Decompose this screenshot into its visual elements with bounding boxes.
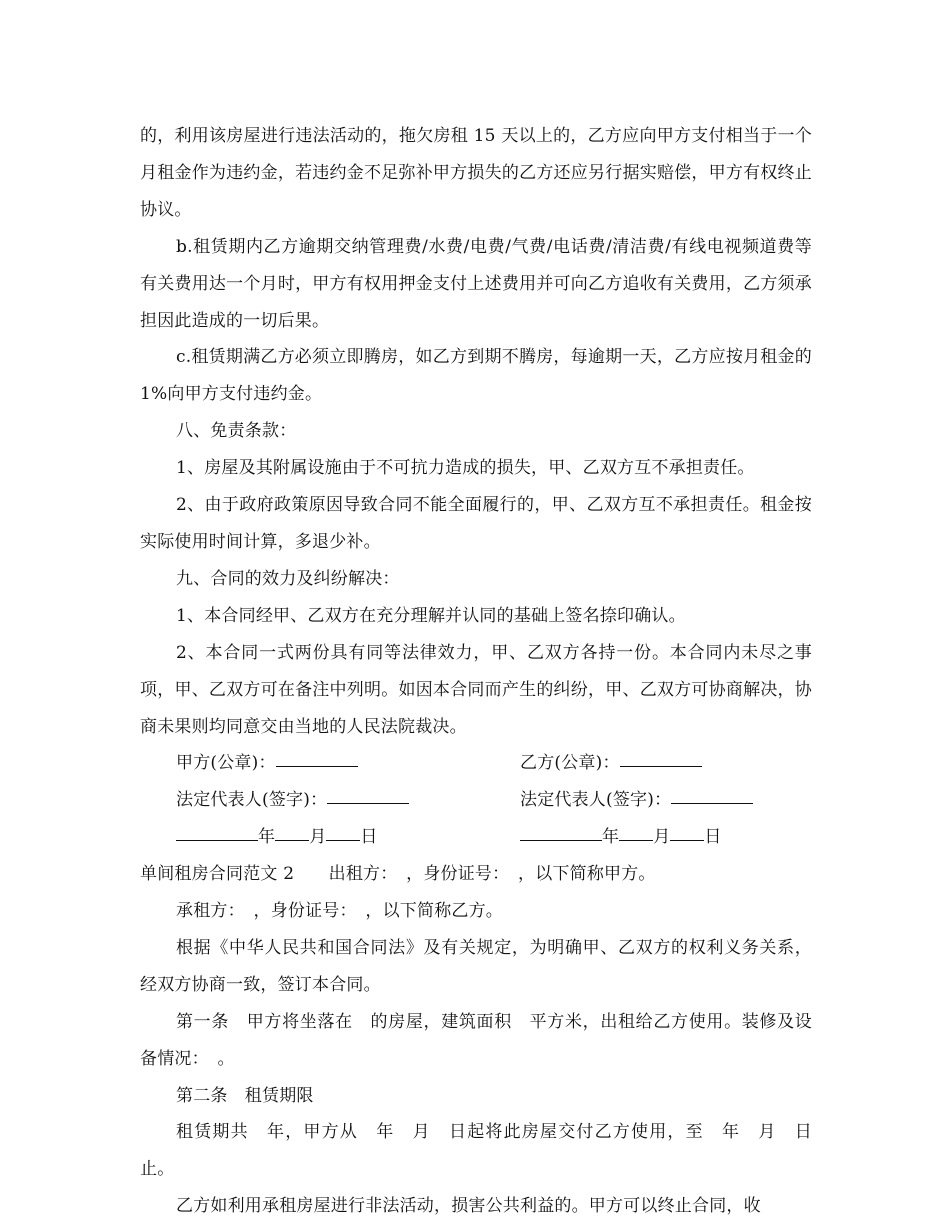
year-label: 年 [602, 827, 620, 848]
party-b-rep-label: 法定代表人(签字)： [520, 790, 672, 811]
day-label: 日 [360, 827, 378, 848]
paragraph-validity-1: 1、本合同经甲、乙双方在充分理解并认同的基础上签名捺印确认。 [176, 605, 686, 626]
paragraph-exemption-2: 2、由于政府政策原因导致合同不能全面履行的，甲、乙双方互不承担责任。租金按实际使用时间计算，多退少补。 [140, 495, 812, 552]
party-a-seal-label: 甲方(公章)： [176, 753, 276, 774]
signature-seal-row [140, 745, 812, 782]
party-a-rep [140, 782, 484, 819]
paragraph-lessee: 承租方： ，身份证号： ，以下简称乙方。 [176, 900, 503, 921]
day-blank [326, 822, 360, 841]
day-label: 日 [704, 827, 722, 848]
paragraph-illegal-use: 乙方如利用承租房屋进行非法活动，损害公共利益的。甲方可以终止合同，收 [176, 1196, 761, 1217]
party-b-rep-blank [671, 785, 753, 804]
paragraph-validity-2: 2、本合同一式两份具有同等法律效力，甲、乙双方各持一份。本合同内未尽之事项，甲、乙双方可在备注中列明。如因本合同而产生的纠纷，甲、乙双方可协商解决，协商未果则均同意交由当地的人民法院裁决。 [140, 642, 812, 737]
year-label: 年 [258, 827, 276, 848]
paragraph-article-1: 第一条 甲方将坐落在 的房屋，建筑面积 平方米，出租给乙方使用。装修及设备情况： 。 [140, 1011, 812, 1069]
party-a-seal-blank [276, 748, 358, 767]
party-a-date [140, 819, 484, 856]
year-blank [176, 822, 258, 841]
paragraph-sample2-intro: 单间租房合同范文 2 出租方： ，身份证号： ，以下简称甲方。 [140, 864, 656, 885]
paragraph-legal-basis: 根据《中华人民共和国合同法》及有关规定，为明确甲、乙双方的权利义务关系，经双方协商一致，签订本合同。 [140, 937, 812, 995]
month-label: 月 [309, 827, 327, 848]
paragraph-lease-term: 租赁期共 年，甲方从 年 月 日起将此房屋交付乙方使用，至 年 月 日止。 [140, 1122, 812, 1180]
heading-exemption: 八、免责条款： [176, 421, 297, 442]
year-blank [520, 822, 602, 841]
party-b-rep [484, 782, 753, 819]
day-blank [670, 822, 704, 841]
party-a-seal [140, 745, 484, 782]
party-b-seal-label: 乙方(公章)： [520, 753, 620, 774]
party-b-seal-blank [620, 748, 702, 767]
heading-article-2: 第二条 租赁期限 [176, 1085, 314, 1106]
month-blank [619, 822, 653, 841]
signature-rep-row [140, 782, 812, 819]
heading-validity: 九、合同的效力及纠纷解决： [176, 568, 400, 589]
party-b-seal [484, 745, 702, 782]
party-a-rep-blank [327, 785, 409, 804]
paragraph-clause-b: b.租赁期内乙方逾期交纳管理费/水费/电费/气费/电话费/清洁费/有线电视频道费等有关费用达一个月时，甲方有权用押金支付上述费用并可向乙方追收有关费用，乙方须承担因此造成的一切后果。 [140, 236, 812, 331]
month-label: 月 [653, 827, 671, 848]
paragraph-exemption-1: 1、房屋及其附属设施由于不可抗力造成的损失，甲、乙双方互不承担责任。 [176, 458, 755, 479]
signature-date-row [140, 819, 812, 856]
party-a-rep-label: 法定代表人(签字)： [176, 790, 328, 811]
paragraph-breach-continued: 的，利用该房屋进行违法活动的，拖欠房租 15 天以上的，乙方应向甲方支付相当于一个月租金作为违约金，若违约金不足弥补甲方损失的乙方还应另行据实赔偿，甲方有权终止协议。 [140, 126, 812, 220]
month-blank [275, 822, 309, 841]
paragraph-clause-c: c.租赁期满乙方必须立即腾房，如乙方到期不腾房，每逾期一天，乙方应按月租金的 1%向甲方支付违约金。 [140, 347, 812, 405]
party-b-date [484, 819, 722, 856]
contract-body [140, 118, 812, 1225]
